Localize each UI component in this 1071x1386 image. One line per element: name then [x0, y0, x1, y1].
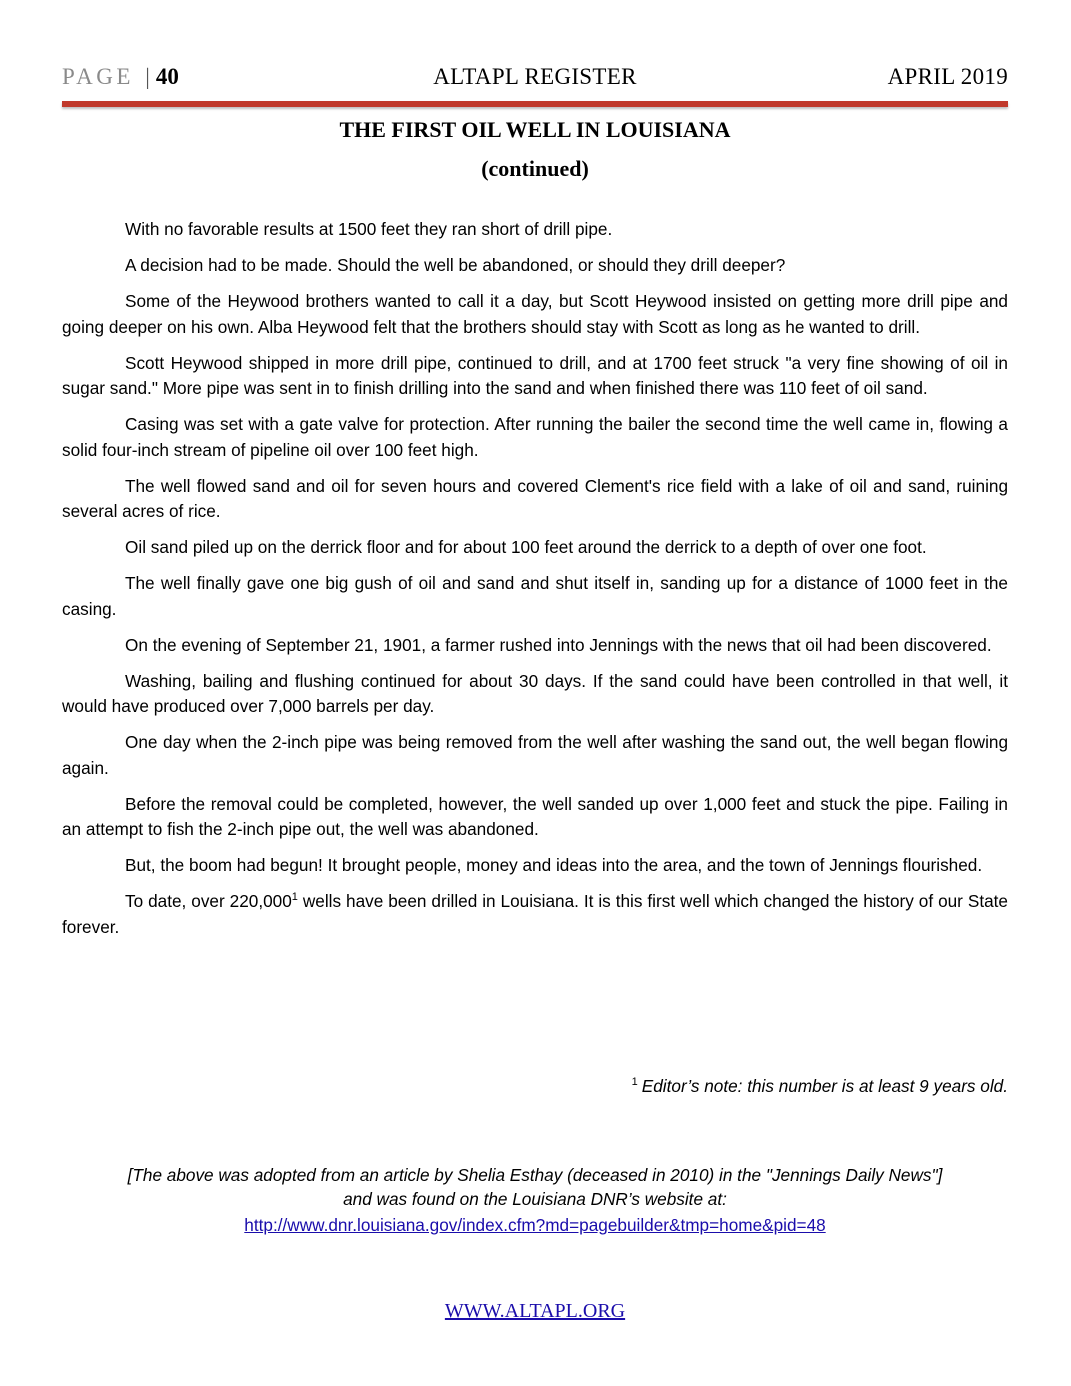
article-body	[62, 217, 1008, 951]
article-paragraph: The well flowed sand and oil for seven hours and covered Clement's rice field with a lake of oil and sand, ruining several acres of rice.	[62, 475, 1008, 521]
article-paragraph: One day when the 2-inch pipe was being removed from the well after washing the sand out, the well began flowing again.	[62, 732, 1008, 778]
footnote-text: Editor’s note: this number is at least 9 years old.	[641, 1076, 1008, 1096]
issue-date: APRIL 2019	[887, 64, 1008, 89]
article-title: THE FIRST OIL WELL IN LOUISIANA	[339, 117, 731, 142]
website-link[interactable]: WWW.ALTAPL.ORG	[444, 1300, 626, 1322]
page-number: 40	[155, 64, 179, 89]
page-header	[62, 64, 1008, 96]
editor-footnote	[632, 1076, 1008, 1097]
article-paragraph: Scott Heywood shipped in more drill pipe, continued to drill, and at 1700 feet struck "a very fine showing of oil in sugar sand." More pipe was sent in to finish drilling into the sand and when finished there was 110 feet of oil sand.	[62, 352, 1008, 398]
article-paragraph: Casing was set with a gate valve for protection. After running the bailer the second time the well came in, flowing a solid four-inch stream of pipeline oil over 100 feet high.	[62, 414, 1008, 460]
last-paragraph-end: wells have been drilled in Louisiana. It is this first well which changed the history of our State forever.	[62, 891, 1008, 937]
article-paragraph: Before the removal could be completed, however, the well sanded up over 1,000 feet and stuck the pipe. Failing in an attempt to fish the 2-inch pipe out, the well was abandoned.	[62, 793, 1008, 839]
source-note-line-1: [The above was adopted from an article by Shelia Esthay (deceased in 2010) in the "Jennings Daily News"]	[127, 1165, 943, 1185]
article-paragraph: Oil sand piled up on the derrick floor and for about 100 feet around the derrick to a depth of over one foot.	[125, 537, 927, 557]
article-paragraph: The well finally gave one big gush of oil and sand and shut itself in, sanding up for a distance of 1000 feet in the casing.	[62, 573, 1008, 619]
header-rule	[62, 101, 1008, 107]
last-paragraph-start: To date, over 220,000	[125, 891, 292, 911]
article-subtitle: (continued)	[481, 156, 589, 181]
article-paragraph: But, the boom had begun! It brought people, money and ideas into the area, and the town of Jennings flourished.	[125, 855, 983, 875]
article-paragraph: Some of the Heywood brothers wanted to call it a day, but Scott Heywood insisted on getting more drill pipe and going deeper on his own. Alba Heywood felt that the brothers should stay with Scott as long as he wanted to drill.	[62, 291, 1008, 337]
article-paragraph: With no favorable results at 1500 feet they ran short of drill pipe.	[125, 219, 613, 239]
publication-title: ALTAPL REGISTER	[433, 64, 637, 89]
article-paragraph: On the evening of September 21, 1901, a farmer rushed into Jennings with the news that oil had been discovered.	[125, 634, 992, 655]
source-note-line-2: and was found on the Louisiana DNR’s website at:	[343, 1189, 727, 1209]
footnote-reference[interactable]: 1	[291, 891, 298, 903]
page-footer	[62, 1300, 1008, 1323]
footnote-marker: 1	[631, 1076, 638, 1088]
page-label-text: PAGE	[62, 64, 134, 89]
article-paragraph: Washing, bailing and flushing continued for about 30 days. If the sand could have been controlled in that well, it would have produced over 7,000 barrels per day.	[62, 670, 1008, 716]
article-last-paragraph	[62, 889, 1008, 940]
source-attribution	[62, 1163, 1008, 1237]
page-label-separator: |	[145, 64, 150, 89]
article-paragraph: A decision had to be made. Should the well be abandoned, or should they drill deeper?	[125, 255, 786, 275]
source-link[interactable]: http://www.dnr.louisiana.gov/index.cfm?md=pagebuilder&tmp=home&pid=48	[244, 1215, 826, 1235]
